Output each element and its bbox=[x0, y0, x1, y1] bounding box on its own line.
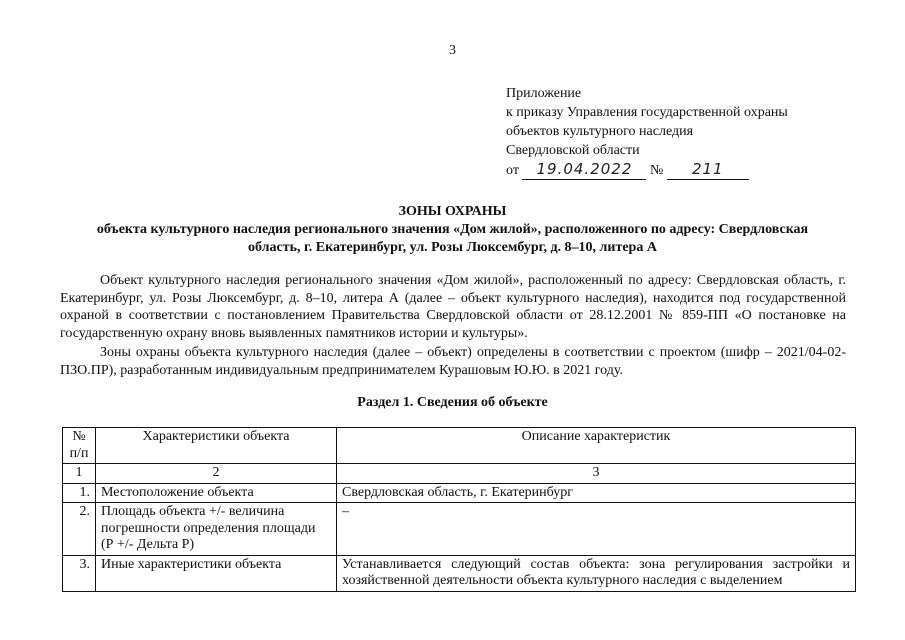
object-info-table bbox=[62, 427, 856, 592]
title-line: объекта культурного наследия регионального значения «Дом жилой», расположенного по адресу: Свердловская bbox=[96, 222, 809, 237]
row-name: Местоположение объекта bbox=[96, 483, 337, 503]
paragraph-2: Зоны охраны объекта культурного наследия (далее – объект) определены в соответствии с проектом (шифр – 2021/04-02-ПЗО.ПР), разработанным индивидуальным предпринимателем Курашовым Ю.Ю. в 2021 году. bbox=[60, 345, 846, 378]
row-num: 1. bbox=[63, 483, 96, 503]
table-header-row bbox=[63, 428, 856, 464]
paragraph-1: Объект культурного наследия регионального значения «Дом жилой», расположенный по адресу: Свердловская область, г. Екатеринбург, ул. Розы Люксембург, д. 8–10, литера А (далее – объект культурного наследия), находится под государственной охраной в соответствии с постановлением Правительства Свердловской области от 28.12.2001 № 859-ПП «О постановке на государственную охрану вновь выявленных памятников истории и культуры». bbox=[60, 273, 846, 341]
number-prefix: № bbox=[649, 163, 664, 178]
appendix-line: Свердловской области bbox=[506, 143, 640, 158]
table-row bbox=[63, 483, 856, 503]
order-date: 19.04.2022 bbox=[522, 160, 646, 180]
header-characteristic: Характеристики объекта bbox=[96, 428, 337, 464]
row-name: Иные характеристики объекта bbox=[96, 555, 337, 591]
row-desc: – bbox=[337, 503, 856, 556]
order-date-number bbox=[506, 160, 788, 180]
table-row bbox=[63, 555, 856, 591]
header-description: Описание характеристик bbox=[337, 428, 856, 464]
appendix-line: к приказу Управления государственной охраны bbox=[506, 105, 788, 120]
appendix-line: Приложение bbox=[506, 86, 582, 101]
row-num: 2. bbox=[63, 503, 96, 556]
page-number: 3 bbox=[449, 43, 456, 58]
row-desc: Свердловская область, г. Екатеринбург bbox=[337, 483, 856, 503]
row-num: 3. bbox=[63, 555, 96, 591]
table-row bbox=[63, 503, 856, 556]
col-number: 1 bbox=[63, 464, 96, 484]
section-title: Раздел 1. Сведения об объекте bbox=[357, 395, 548, 410]
document-title bbox=[60, 203, 845, 257]
col-number: 3 bbox=[337, 464, 856, 484]
table-colnum-row bbox=[63, 464, 856, 484]
header-num: № п/п bbox=[63, 428, 96, 464]
row-name: Площадь объекта +/- величина погрешности определения площади (Р +/- Дельта Р) bbox=[96, 503, 337, 556]
order-number: 211 bbox=[667, 160, 749, 180]
title-main: ЗОНЫ ОХРАНЫ bbox=[398, 204, 507, 219]
appendix-block bbox=[506, 84, 788, 180]
col-number: 2 bbox=[96, 464, 337, 484]
date-prefix: от bbox=[506, 163, 519, 178]
appendix-line: объектов культурного наследия bbox=[506, 124, 694, 139]
row-desc: Устанавливается следующий состав объекта: зона регулирования застройки и хозяйственной деятельности объекта культурного наследия с выделением bbox=[337, 555, 856, 591]
title-line: область, г. Екатеринбург, ул. Розы Люксембург, д. 8–10, литера А bbox=[248, 240, 657, 255]
